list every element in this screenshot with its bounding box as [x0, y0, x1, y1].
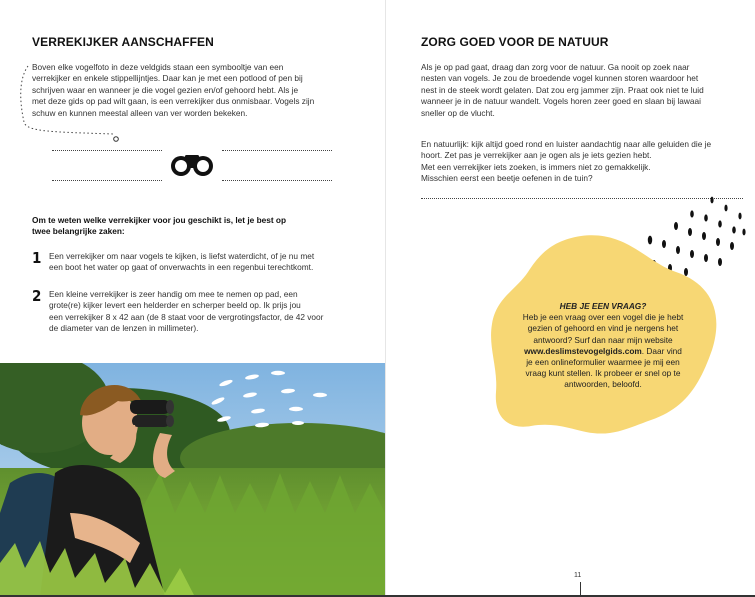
- note-line-bottom-right: [222, 180, 332, 181]
- list-item-number: 1: [32, 249, 42, 267]
- note-line-top-right: [222, 150, 332, 151]
- left-page-title: VERREKIJKER AANSCHAFFEN: [32, 35, 214, 49]
- list-item-number: 2: [32, 287, 42, 305]
- note-line-top-left: [52, 150, 162, 151]
- page-spine: [385, 0, 386, 597]
- website-link[interactable]: www.deslimstevogelgids.com: [524, 345, 642, 356]
- page-number: 11: [574, 572, 582, 579]
- subheading: Om te weten welke verrekijker voor jou geschikt is, let je best op twee belangrijke zaken:: [32, 215, 287, 237]
- right-page-title: ZORG GOED VOOR DE NATUUR: [421, 35, 609, 49]
- dotted-curve-decoration: [14, 62, 124, 144]
- note-line-bottom-left: [52, 180, 162, 181]
- intro-paragraph: Boven elke vogelfoto in deze veldgids staan een symbooltje van een verrekijker en enkele stippellijntjes. Daar kan je met een potlood of pen bij schrijven waar en wanneer je die vogel gezien en/of gehoord hebt. Als je met deze gids op pad wilt gaan, is een verrekijker dus onmisbaar. Vogels zijn schuw en kunnen meestal alleen van ver worden bekeken.: [32, 62, 315, 118]
- question-bubble-text: HEB JE EEN VRAAG? Heb je een vraag over een vogel die je hebt gezien of gehoord en vind je nergens het antwoord? Surf dan naar mijn website www.deslimstevogelgids.com. Daar vind je een onlineformulier waarmee je mij een vraag kunt stellen. Ik probeer er snel op te antwoorden, beloofd.: [518, 301, 688, 391]
- boy-with-binoculars-photo: [0, 363, 385, 597]
- bubble-heading: HEB JE EEN VRAAG?: [559, 301, 647, 311]
- nature-paragraph: Als je op pad gaat, draag dan zorg voor de natuur. Ga nooit op zoek naar nesten van vogels. Je zou de broedende vogel kunnen storen waardoor het nest in de steek wordt gelaten. Dat zou erg jammer zijn. Praat ook niet te luid wanneer je in de natuur wandelt. Vogels horen zeer goed en slaan bij lawaai sneller op de vlucht.: [421, 62, 704, 118]
- tips-paragraph: En natuurlijk: kijk altijd goed rond en luister aandachtig naar alle geluiden die je hoort. Zet pas je verrekijker aan je ogen als je iets gezien hebt. Met een verrekijker iets zoeken, is immers niet zo gemakkelijk. Misschien eerst een beetje oefenen in de tuin?: [421, 139, 712, 184]
- binoculars-icon: [170, 152, 214, 178]
- left-page: VERREKIJKER AANSCHAFFEN Boven elke vogelfoto in deze veldgids staan een symbooltje van een verrekijker en enkele stippellijntjes. Daar kan je met een potlood of pen bij schrijven waar en wanneer je die vogel gezien en/of gehoord hebt. Als je met deze gids op pad wilt gaan, is een verrekijker dus onmisbaar. Vogels zijn schuw en kunnen meestal alleen van ver worden bekeken. Om te weten welke verrekijker voor jou geschikt is, let je best op twee belangrijke zaken: 1 Een verrekijker om naar vogels te kijken, is liefst waterdicht, of je nu met een boot het water op gaat of onverwachts in een regenbui terechtkomt. 2 Een kleine verrekijker is zeer handig om mee te nemen op pad, een grote(re) kijker levert een helderder en scherper beeld op. Ik prijs jou een verrekijker 8 x 42 aan (de 8 staat voor de vergrotingsfactor, de 42 voor de diameter van de lenzen in millimeter).: [0, 0, 385, 597]
